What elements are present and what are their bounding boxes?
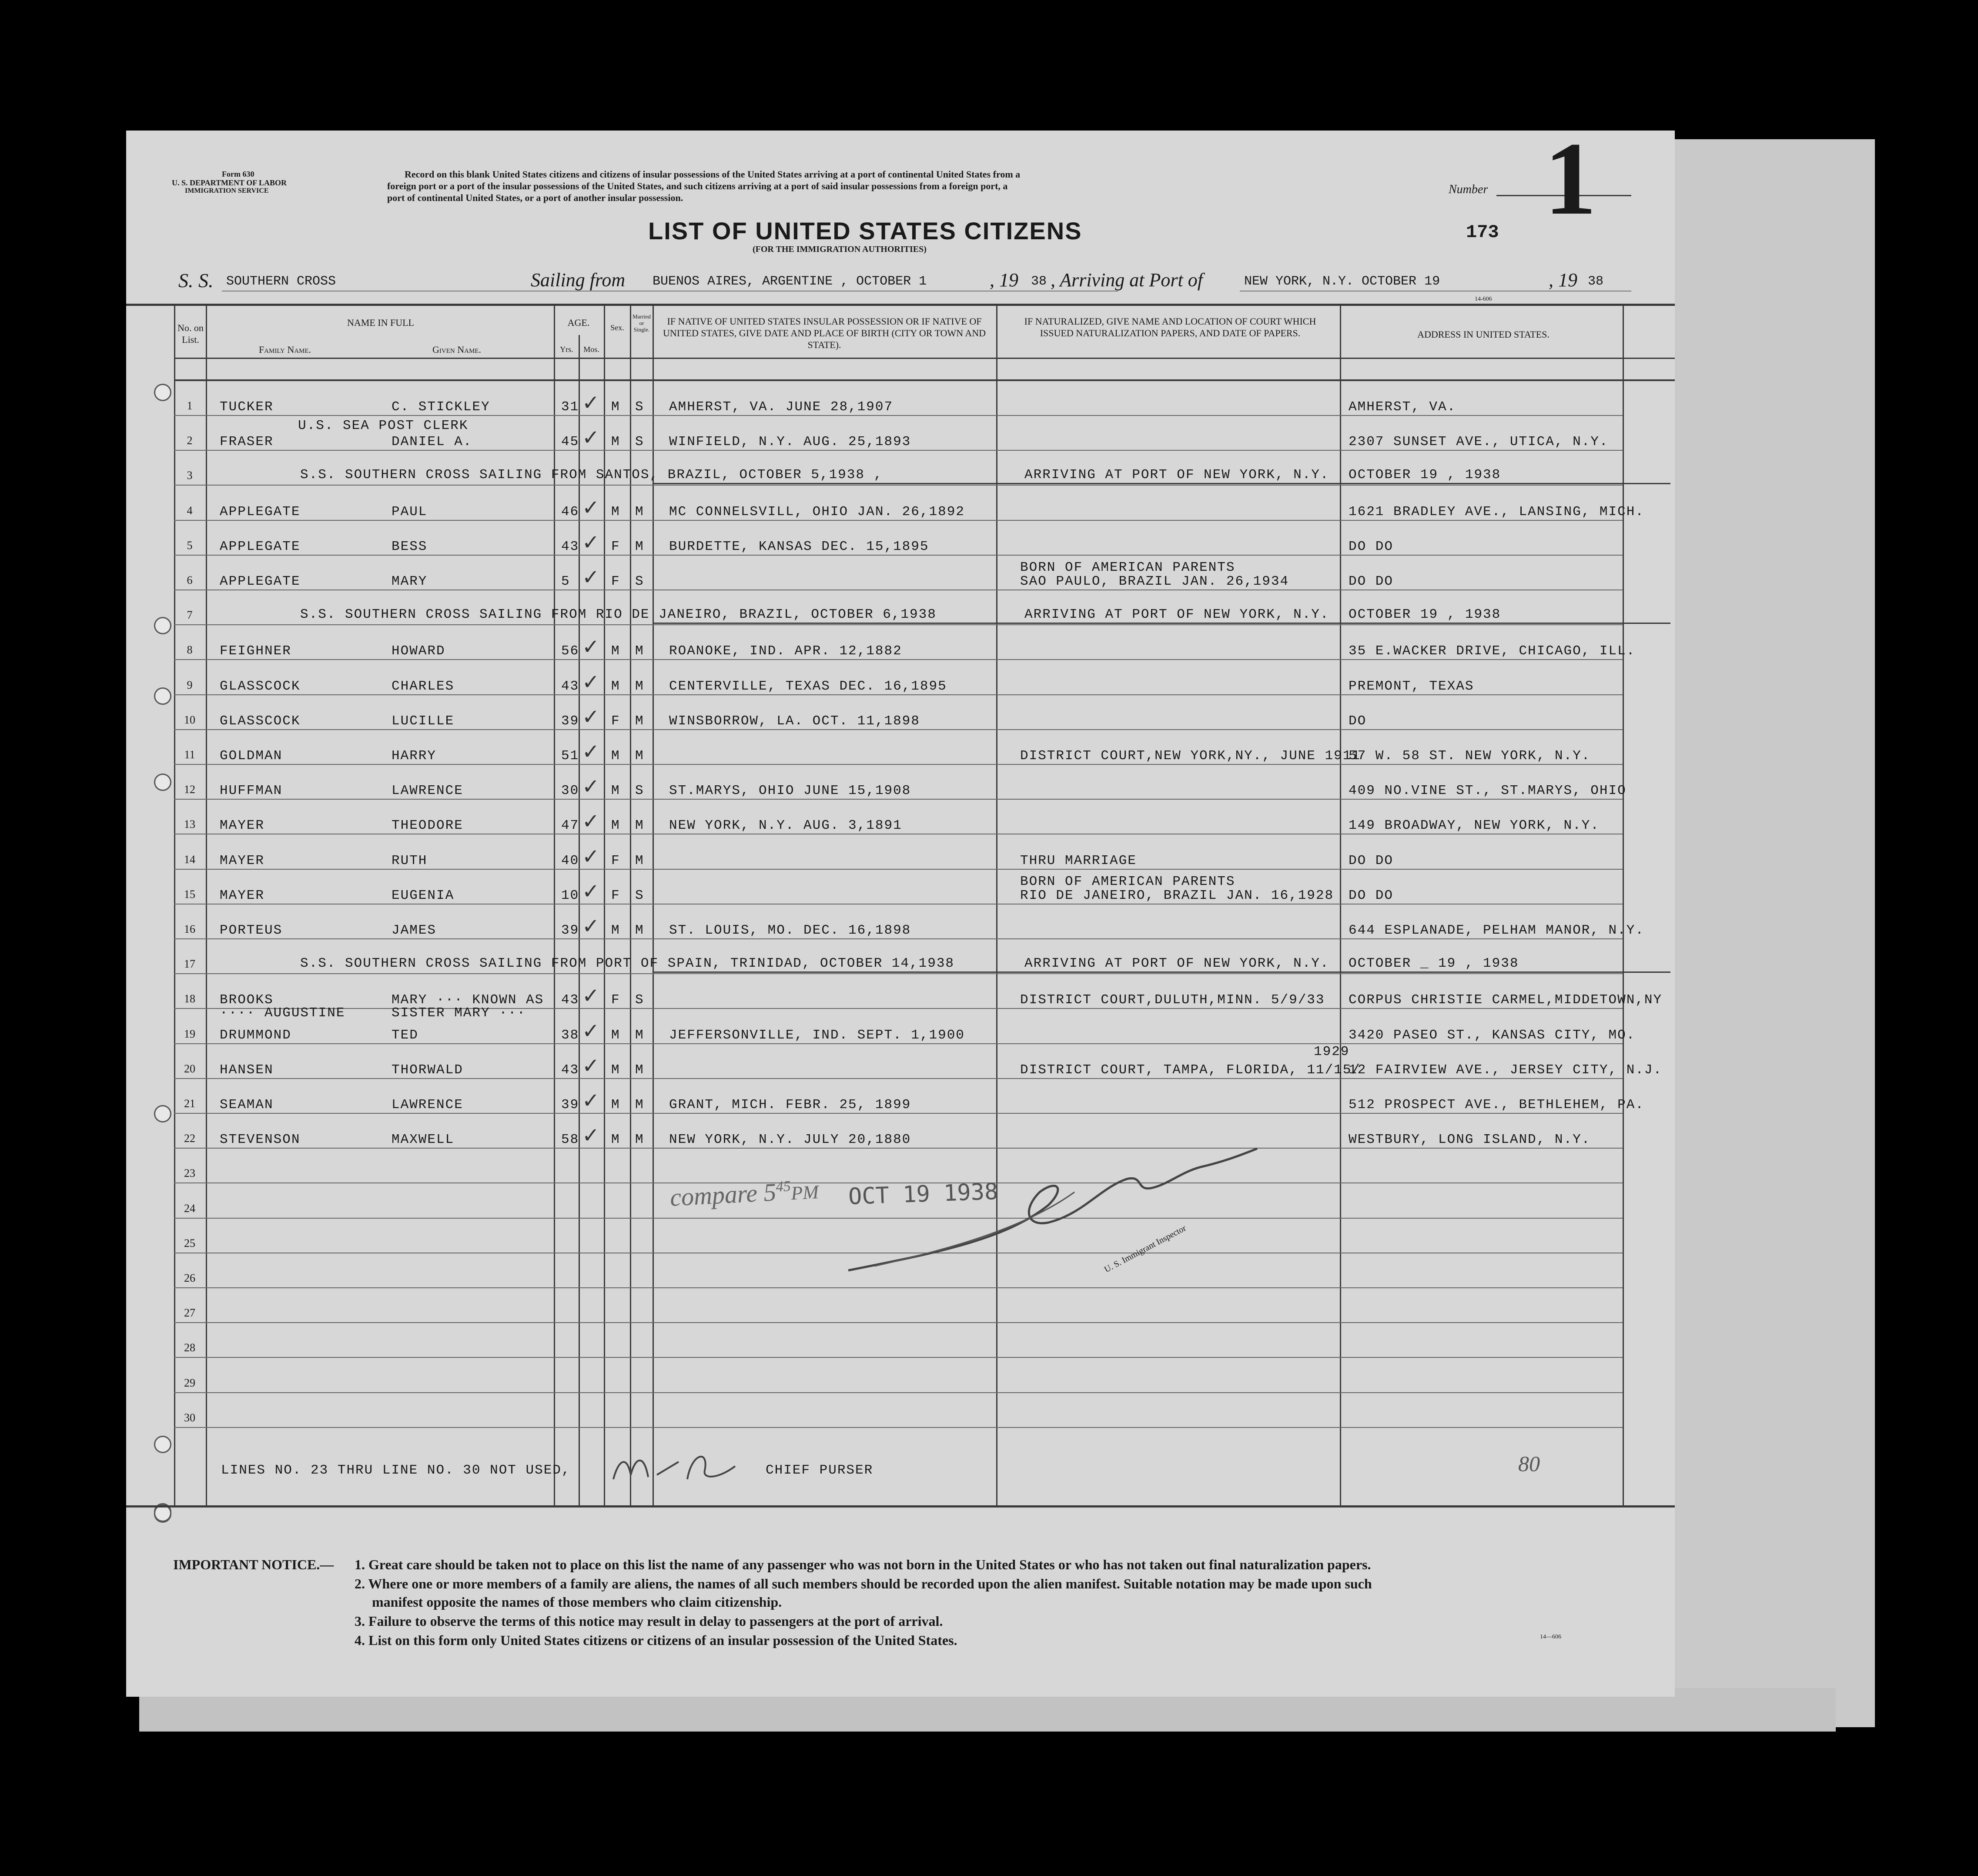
sex: M — [611, 434, 620, 449]
row-rule — [174, 799, 1623, 800]
binder-hole — [154, 687, 171, 705]
sex: M — [611, 679, 620, 694]
notice-item-1: 1. Great care should be taken not to place on this list the name of any passenger who was not born in the United States or who has not taken out final naturalization papers. — [355, 1557, 1371, 1572]
family-name: SEAMAN — [220, 1097, 274, 1112]
section-date: OCTOBER 19 , 1938 — [1349, 467, 1501, 482]
header-yrs: Yrs. — [560, 345, 573, 354]
age-years: 30 — [561, 783, 579, 798]
row-number: 16 — [184, 923, 195, 935]
row-number: 13 — [184, 818, 195, 831]
given-name: C. STICKLEY — [392, 399, 490, 415]
given-name: JAMES — [392, 923, 437, 938]
family-name: APPLEGATE — [220, 539, 301, 554]
header-sex: Sex. — [610, 323, 624, 332]
address: PREMONT, TEXAS — [1349, 679, 1474, 694]
row-number: 7 — [187, 609, 193, 621]
header-naturalized: IF NATURALIZED, GIVE NAME AND LOCATION OF COURT WHICH ISSUED NATURALIZATION PAPERS, AND DATE OF PAPERS. — [1024, 316, 1316, 338]
header-no: No. on List. — [177, 322, 204, 345]
header-given-name: Given Name. — [432, 344, 481, 355]
given-name: RUTH — [392, 853, 428, 868]
section-date: OCTOBER _ 19 , 1938 — [1349, 956, 1519, 971]
notice-item-4: 4. List on this form only United States citizens or citizens of an insular possession of the United States. — [355, 1632, 957, 1648]
year-1: 38 — [1031, 274, 1047, 289]
section-header: S.S. SOUTHERN CROSS SAILING FROM RIO DE JANEIRO, BRAZIL, OCTOBER 6,1938 — [300, 607, 937, 622]
family-name: PORTEUS — [220, 923, 283, 938]
row-number: 8 — [187, 643, 193, 656]
address: 149 BROADWAY, NEW YORK, N.Y. — [1349, 818, 1600, 833]
department: U. S. DEPARTMENT OF LABOR — [172, 178, 287, 187]
header-birth: IF NATIVE OF UNITED STATES INSULAR POSSESSION OR IF NATIVE OF UNITED STATES, GIVE DATE AND PLACE OF BIRTH (CITY OR TOWN AND STATE). — [663, 316, 986, 350]
binder-hole — [154, 384, 171, 401]
row-rule — [174, 659, 1623, 660]
intro-line-2: foreign port or a port of the insular possessions of the United States, and such citizens arriving at a port of said insular possessions from a foreign port, a — [387, 181, 1008, 191]
address: 644 ESPLANADE, PELHAM MANOR, N.Y. — [1349, 923, 1644, 938]
row-number: 10 — [184, 714, 195, 726]
intro-line-3: port of continental United States, or a port of another insular possession. — [387, 192, 683, 203]
marital-status: M — [635, 1132, 644, 1147]
lines-not-used: LINES NO. 23 THRU LINE NO. 30 NOT USED, — [221, 1463, 571, 1478]
notice-item-3: 3. Failure to observe the terms of this notice may result in delay to passengers at the port of arrival. — [355, 1613, 943, 1629]
row-number: 22 — [184, 1132, 195, 1145]
sailing-label: Sailing from — [531, 269, 626, 291]
sex: M — [611, 1062, 620, 1078]
check-mark: ✓ — [582, 879, 600, 904]
sex: F — [611, 574, 620, 589]
row-rule — [174, 555, 1623, 556]
check-mark: ✓ — [582, 914, 600, 938]
given-name: DANIEL A. — [392, 434, 472, 449]
section-arrival: ARRIVING AT PORT OF NEW YORK, N.Y. — [1024, 607, 1329, 622]
header-name-in-full: NAME IN FULL — [347, 317, 414, 328]
check-mark: ✓ — [582, 984, 600, 1008]
row-number: 17 — [184, 958, 195, 970]
row-rule — [174, 694, 1623, 695]
number-value: 1 — [1544, 121, 1596, 236]
arriving-at: NEW YORK, N.Y. OCTOBER 19 — [1244, 274, 1440, 289]
row-number: 21 — [184, 1097, 195, 1110]
row-rule — [174, 1427, 1623, 1428]
address: DO DO — [1349, 574, 1394, 589]
form-number: Form 630 — [222, 170, 254, 178]
address: 409 NO.VINE ST., ST.MARYS, OHIO — [1349, 783, 1627, 798]
marital-status: M — [635, 1062, 644, 1078]
birth-place-date: CENTERVILLE, TEXAS DEC. 16,1895 — [669, 679, 947, 694]
given-name: TED — [392, 1028, 418, 1043]
ship-name: SOUTHERN CROSS — [226, 274, 336, 289]
row-rule — [174, 729, 1623, 730]
birth-place-date: ROANOKE, IND. APR. 12,1882 — [669, 643, 902, 659]
row-number: 24 — [184, 1202, 195, 1215]
row-number: 30 — [184, 1411, 195, 1424]
marital-status: M — [635, 923, 644, 938]
given-name: MAXWELL — [392, 1132, 455, 1147]
col-rule — [206, 304, 207, 1505]
ss-label: S. S. — [178, 269, 214, 291]
check-mark: ✓ — [582, 844, 600, 869]
binder-hole — [154, 617, 171, 634]
given-name: MARY — [392, 574, 428, 589]
family-name: MAYER — [220, 818, 265, 833]
table-header-bottom-rule — [174, 379, 1675, 381]
row-rule — [174, 1357, 1623, 1358]
check-mark: ✓ — [582, 809, 600, 834]
page-mark: 80 — [1518, 1451, 1540, 1476]
check-mark: ✓ — [582, 530, 600, 555]
row-number: 2 — [187, 434, 193, 447]
age-years: 31 — [561, 399, 579, 415]
check-mark: ✓ — [582, 496, 600, 520]
row-rule — [174, 450, 1623, 451]
address: WESTBURY, LONG ISLAND, N.Y. — [1349, 1132, 1591, 1147]
row-rule — [174, 485, 1623, 486]
sex: F — [611, 853, 620, 868]
row-number: 27 — [184, 1306, 195, 1319]
col-rule — [174, 304, 175, 1505]
family-name: GLASSCOCK — [220, 714, 301, 729]
col-rule — [1623, 305, 1624, 1505]
row-number: 11 — [184, 748, 195, 761]
given-name: LAWRENCE — [392, 1097, 463, 1112]
sex: M — [611, 923, 620, 938]
marital-status: S — [635, 992, 644, 1008]
birth-place-date: JEFFERSONVILLE, IND. SEPT. 1,1900 — [669, 1028, 965, 1043]
row-number: 9 — [187, 679, 193, 691]
given-name-2: SISTER MARY ··· — [392, 1005, 526, 1021]
row-rule — [174, 869, 1623, 870]
row-number: 28 — [184, 1341, 195, 1354]
age-years: 58 — [561, 1132, 579, 1147]
section-arrival: ARRIVING AT PORT OF NEW YORK, N.Y. — [1024, 956, 1329, 971]
row-rule — [174, 973, 1623, 974]
notice-label: IMPORTANT NOTICE.— — [173, 1557, 334, 1572]
header-address: ADDRESS IN UNITED STATES. — [1417, 329, 1550, 340]
header-married: Married or Single. — [633, 313, 651, 333]
check-mark: ✓ — [582, 774, 600, 799]
address: 57 W. 58 ST. NEW YORK, N.Y. — [1349, 748, 1591, 764]
binder-hole — [154, 774, 171, 791]
row-rule — [174, 764, 1623, 765]
check-mark: ✓ — [582, 670, 600, 694]
row-rule — [174, 624, 1623, 625]
row-number: 6 — [187, 574, 193, 586]
address: DO — [1349, 714, 1367, 729]
row-number: 4 — [187, 504, 193, 517]
marital-status: M — [635, 504, 644, 519]
inspector-signature — [822, 1140, 1301, 1283]
row-rule — [174, 1322, 1623, 1323]
marital-status: S — [635, 434, 644, 449]
row-number: 1 — [187, 399, 193, 412]
check-mark: ✓ — [582, 565, 600, 590]
family-name-2: ···· AUGUSTINE — [220, 1005, 345, 1021]
check-mark: ✓ — [582, 705, 600, 729]
birth-place-date: WINFIELD, N.Y. AUG. 25,1893 — [669, 434, 911, 449]
age-years: 43 — [561, 1062, 579, 1078]
marital-status: M — [635, 818, 644, 833]
sex: F — [611, 714, 620, 729]
family-name: MAYER — [220, 888, 265, 903]
row-number: 23 — [184, 1167, 195, 1179]
section-arrival: ARRIVING AT PORT OF NEW YORK, N.Y. — [1024, 467, 1329, 482]
age-years: 40 — [561, 853, 579, 868]
row-number: 12 — [184, 783, 195, 796]
sailing-from: BUENOS AIRES, ARGENTINE , OCTOBER 1 — [653, 274, 927, 289]
row-rule — [174, 520, 1623, 521]
naturalization-2: RIO DE JANEIRO, BRAZIL JAN. 16,1928 — [1020, 888, 1334, 903]
row-rule — [174, 415, 1623, 416]
check-mark: ✓ — [582, 1054, 600, 1078]
year-prefix-2: , 19 — [1549, 269, 1577, 291]
marital-status: M — [635, 714, 644, 729]
date-stamp: OCT 19 1938 — [848, 1179, 999, 1210]
given-name: EUGENIA — [392, 888, 455, 903]
marital-status: M — [635, 643, 644, 659]
naturalization: BORN OF AMERICAN PARENTS — [1020, 560, 1235, 575]
marital-status: S — [635, 888, 644, 903]
marital-status: M — [635, 539, 644, 554]
age-years: 10 — [561, 888, 579, 903]
row-rule — [174, 1078, 1623, 1079]
birth-place-date: NEW YORK, N.Y. JULY 20,1880 — [669, 1132, 911, 1147]
address: DO DO — [1349, 539, 1394, 554]
family-name: BROOKS — [220, 992, 274, 1008]
row-rule — [174, 938, 1623, 939]
given-name: BESS — [392, 539, 428, 554]
section-header: S.S. SOUTHERN CROSS SAILING FROM PORT OF SPAIN, TRINIDAD, OCTOBER 14,1938 — [300, 956, 955, 971]
compare-sup: 45 — [775, 1178, 791, 1195]
notice-item-2-cont: manifest opposite the names of those members who claim citizenship. — [372, 1594, 782, 1610]
address: 12 FAIRVIEW AVE., JERSEY CITY, N.J. — [1349, 1062, 1663, 1078]
given-name: HOWARD — [392, 643, 445, 659]
section-header: S.S. SOUTHERN CROSS SAILING FROM SANTOS, BRAZIL, OCTOBER 5,1938 , — [300, 467, 883, 482]
naturalization: DISTRICT COURT,DULUTH,MINN. 5/9/33 — [1020, 992, 1325, 1008]
address: 3420 PASEO ST., KANSAS CITY, MO. — [1349, 1028, 1636, 1043]
marital-status: S — [635, 783, 644, 798]
address: DO DO — [1349, 888, 1394, 903]
sex: M — [611, 1097, 620, 1112]
row-number: 5 — [187, 539, 193, 552]
age-years: 5 — [561, 574, 570, 589]
sex: M — [611, 818, 620, 833]
check-mark: ✓ — [582, 635, 600, 659]
age-years: 39 — [561, 1097, 579, 1112]
birth-place-date: GRANT, MICH. FEBR. 25, 1899 — [669, 1097, 911, 1112]
family-name: HANSEN — [220, 1062, 274, 1078]
birth-place-date: ST. LOUIS, MO. DEC. 16,1898 — [669, 923, 911, 938]
given-name: PAUL — [392, 504, 428, 519]
given-name: LAWRENCE — [392, 783, 463, 798]
table-top-rule — [126, 304, 1675, 306]
notice-item-2: 2. Where one or more members of a family are aliens, the names of all such members should be recorded upon the alien manifest. Suitable notation may be made upon such — [355, 1576, 1372, 1591]
given-name: THORWALD — [392, 1062, 463, 1078]
marital-status: S — [635, 399, 644, 415]
marital-status: M — [635, 853, 644, 868]
age-years: 46 — [561, 504, 579, 519]
check-mark: ✓ — [582, 1089, 600, 1113]
marital-status: S — [635, 574, 644, 589]
back-sheet — [1666, 139, 1875, 1727]
family-name: STEVENSON — [220, 1132, 301, 1147]
sex: M — [611, 748, 620, 764]
age-years: 43 — [561, 679, 579, 694]
address: CORPUS CHRISTIE CARMEL,MIDDETOWN,NY — [1349, 992, 1663, 1008]
header-mos: Mos. — [583, 345, 599, 354]
sex: M — [611, 783, 620, 798]
row-number: 20 — [184, 1062, 195, 1075]
naturalization: THRU MARRIAGE — [1020, 853, 1137, 868]
section-underline — [653, 972, 1670, 973]
marital-status: M — [635, 1028, 644, 1043]
row-rule — [174, 1043, 1623, 1044]
sex: F — [611, 539, 620, 554]
birth-place-date: NEW YORK, N.Y. AUG. 3,1891 — [669, 818, 902, 833]
check-mark: ✓ — [582, 425, 600, 450]
compare-stamp — [669, 1175, 819, 1212]
birth-place-date: AMHERST, VA. JUNE 28,1907 — [669, 399, 894, 415]
naturalization-2: SAO PAULO, BRAZIL JAN. 26,1934 — [1020, 574, 1289, 589]
year-2: 38 — [1588, 274, 1604, 289]
family-name: APPLEGATE — [220, 574, 301, 589]
address: 1621 BRADLEY AVE., LANSING, MICH. — [1349, 504, 1644, 519]
age-years: 43 — [561, 539, 579, 554]
family-name: APPLEGATE — [220, 504, 301, 519]
naturalization: DISTRICT COURT, TAMPA, FLORIDA, 11/15/ — [1020, 1062, 1361, 1078]
birth-place-date: ST.MARYS, OHIO JUNE 15,1908 — [669, 783, 911, 798]
occupation-note: U.S. SEA POST CLERK — [298, 418, 469, 433]
intro-line-1: Record on this blank United States citizens and citizens of insular possessions of the United States arriving at a port of continental United States from a — [405, 169, 1021, 180]
form-code: 14-606 — [1475, 296, 1492, 302]
number-label: Number — [1449, 183, 1488, 196]
section-underline — [653, 623, 1670, 624]
age-years: 45 — [561, 434, 579, 449]
sex: F — [611, 992, 620, 1008]
row-rule — [174, 1287, 1623, 1288]
purser-signature — [605, 1436, 748, 1492]
address: 512 PROSPECT AVE., BETHLEHEM, PA. — [1349, 1097, 1644, 1112]
chief-purser: CHIEF PURSER — [766, 1463, 874, 1478]
family-name: GLASSCOCK — [220, 679, 301, 694]
check-mark: ✓ — [582, 740, 600, 764]
sex: F — [611, 888, 620, 903]
age-years: 38 — [561, 1028, 579, 1043]
row-number: 29 — [184, 1377, 195, 1389]
row-number: 25 — [184, 1237, 195, 1250]
service: IMMIGRATION SERVICE — [185, 187, 269, 194]
marital-status: M — [635, 748, 644, 764]
sex: M — [611, 643, 620, 659]
row-number: 3 — [187, 469, 193, 482]
given-name: CHARLES — [392, 679, 455, 694]
given-name: LUCILLE — [392, 714, 455, 729]
given-name: HARRY — [392, 748, 437, 764]
sex: M — [611, 1028, 620, 1043]
header-family-name: Family Name. — [258, 344, 311, 355]
document-page — [126, 121, 1675, 1697]
birth-place-date: MC CONNELSVILL, OHIO JAN. 26,1892 — [669, 504, 965, 519]
sex: M — [611, 399, 620, 415]
family-name: DRUMMOND — [220, 1028, 291, 1043]
address: AMHERST, VA. — [1349, 399, 1456, 415]
sex: M — [611, 504, 620, 519]
row-number: 14 — [184, 853, 195, 866]
naturalization: BORN OF AMERICAN PARENTS — [1020, 874, 1235, 889]
birth-place-date: BURDETTE, KANSAS DEC. 15,1895 — [669, 539, 929, 554]
binder-hole — [154, 1436, 171, 1453]
naturalization: DISTRICT COURT,NEW YORK,NY., JUNE 1911 — [1020, 748, 1361, 764]
page-subtitle: (FOR THE IMMIGRATION AUTHORITIES) — [753, 245, 927, 254]
page-title: LIST OF UNITED STATES CITIZENS — [648, 217, 1082, 245]
table-bottom-rule — [126, 1505, 1675, 1508]
table-header-rule — [174, 358, 1675, 359]
compare-pm: PM — [790, 1181, 820, 1204]
notice-code: 14—606 — [1540, 1634, 1561, 1640]
row-rule — [174, 1113, 1623, 1114]
given-name: MARY ··· KNOWN AS — [392, 992, 544, 1008]
row-number: 26 — [184, 1272, 195, 1284]
age-years: 56 — [561, 643, 579, 659]
family-name: MAYER — [220, 853, 265, 868]
marital-status: M — [635, 1097, 644, 1112]
family-name: GOLDMAN — [220, 748, 283, 764]
row-number: 15 — [184, 888, 195, 901]
given-name: THEODORE — [392, 818, 463, 833]
year-prefix-1: , 19 — [990, 269, 1018, 291]
age-years: 51 — [561, 748, 579, 764]
inspector-label: U. S. Immigrant Inspector — [1103, 1223, 1188, 1275]
arriving-label: , Arriving at Port of — [1051, 269, 1203, 291]
age-years: 39 — [561, 923, 579, 938]
binder-hole — [154, 1105, 171, 1122]
family-name: TUCKER — [220, 399, 274, 415]
sex: M — [611, 1132, 620, 1147]
marital-status: M — [635, 679, 644, 694]
address: DO DO — [1349, 853, 1394, 868]
header-age: AGE. — [567, 317, 590, 328]
check-mark: ✓ — [582, 391, 600, 415]
naturalization-sup: 1929 — [1314, 1044, 1350, 1059]
section-date: OCTOBER 19 , 1938 — [1349, 607, 1501, 622]
age-years: 43 — [561, 992, 579, 1008]
check-mark: ✓ — [582, 1019, 600, 1043]
row-number: 19 — [184, 1028, 195, 1040]
address: 2307 SUNSET AVE., UTICA, N.Y. — [1349, 434, 1609, 449]
family-name: FEIGHNER — [220, 643, 291, 659]
check-mark: ✓ — [582, 1123, 600, 1148]
stamped-number: 173 — [1466, 222, 1499, 243]
address: 35 E.WACKER DRIVE, CHICAGO, ILL. — [1349, 643, 1636, 659]
birth-place-date: WINSBORROW, LA. OCT. 11,1898 — [669, 714, 920, 729]
age-years: 47 — [561, 818, 579, 833]
row-rule — [174, 1392, 1623, 1393]
section-underline — [653, 483, 1670, 484]
row-number: 18 — [184, 992, 195, 1005]
compare-text: compare 5 — [669, 1178, 777, 1212]
age-years: 39 — [561, 714, 579, 729]
family-name: FRASER — [220, 434, 274, 449]
family-name: HUFFMAN — [220, 783, 283, 798]
